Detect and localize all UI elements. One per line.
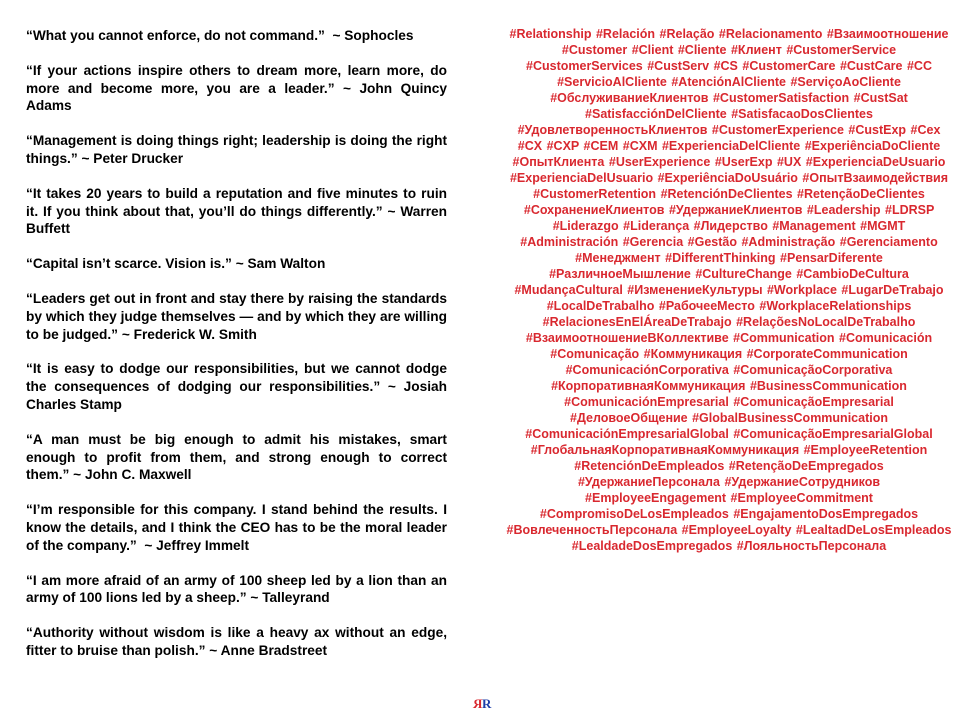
hashtag: #CXM (622, 139, 658, 153)
hashtag: #ComunicaciónEmpresarialGlobal (525, 427, 729, 441)
hashtag: #Management (772, 219, 856, 233)
quote-author: ~ Jeffrey Immelt (144, 537, 249, 553)
quote-text: “Capital isn’t scarce. Vision is.” (26, 256, 232, 272)
hashtag: #ExperienciaDelCliente (661, 139, 801, 153)
quote (26, 572, 447, 608)
hashtag: #CEM (583, 139, 619, 153)
hashtag: #EmployeeRetention (803, 443, 928, 457)
hashtag: #CultureChange (695, 267, 792, 281)
hashtag: #ExperiênciaDoCliente (804, 139, 941, 153)
hashtag: #ExperienciaDelUsuario (509, 171, 654, 185)
hashtag: #CustomerService (786, 43, 897, 57)
quote-author: ~ Sophocles (332, 28, 414, 43)
quote-author: ~ Sam Walton (235, 256, 326, 272)
hashtag: #Comunicación (839, 331, 933, 345)
hashtag: #CustServ (647, 59, 710, 73)
hashtag: #Liderança (623, 219, 690, 233)
hashtag: #Gerenciamento (839, 235, 938, 249)
hashtag: #ExperienciaDeUsuario (805, 155, 946, 169)
hashtag: #ServiçoAoCliente (790, 75, 901, 89)
hashtag: #LealdadeDosEmpregados (571, 539, 733, 553)
hashtag: #КорпоративнаяКоммуникация (551, 379, 746, 393)
quote-text: “If your actions inspire others to dream more, learn more, do more and become more, you are a leader.” (26, 62, 447, 96)
hashtag: #Communication (733, 331, 835, 345)
quote-text: “It is easy to dodge our responsibilities, but we cannot dodge the consequences of dodging our responsibilities.” (26, 361, 447, 395)
hashtag: #ComunicaciónEmpresarial (564, 395, 729, 409)
hashtag: #УдержаниеПерсонала (577, 475, 720, 489)
hashtag: #CustomerCare (742, 59, 836, 73)
hashtag: #ComunicaçãoEmpresarialGlobal (733, 427, 933, 441)
hashtag: #РабочееМесто (658, 299, 755, 313)
hashtag: #ГлобальнаяКорпоративнаяКоммуникация (530, 443, 800, 457)
hashtag: #CustCare (839, 59, 903, 73)
hashtag: #MGMT (860, 219, 906, 233)
quote (26, 132, 447, 168)
quote-text: “Authority without wisdom is like a heavy ax without an edge, fitter to bruise than polish.” (26, 625, 447, 658)
hashtag: #Gestão (687, 235, 737, 249)
hashtag: #CX (517, 139, 543, 153)
hashtag: #CustomerRetention (533, 187, 657, 201)
hashtag: #Лидерство (693, 219, 768, 233)
hashtag: #CustomerServices (526, 59, 643, 73)
quote-text: “A man must be big enough to admit his mistakes, smart enough to profit from them, and strong enough to correct them.” (26, 431, 447, 483)
hashtag: #AtenciónAlCliente (671, 75, 786, 89)
hashtag: #LDRSP (885, 203, 935, 217)
hashtag: #CambioDeCultura (796, 267, 909, 281)
hashtag: #Workplace (766, 283, 837, 297)
hashtag: #Коммуникация (643, 347, 743, 361)
quote-author: ~ John C. Maxwell (73, 467, 192, 483)
hashtag: #Administração (741, 235, 836, 249)
hashtag: #SatisfacaoDosClientes (731, 107, 873, 121)
hashtag: #PensarDiferente (780, 251, 883, 265)
hashtag: #ЛояльностьПерсонала (736, 539, 887, 553)
hashtag: #GlobalBusinessCommunication (692, 411, 888, 425)
hashtag: #Liderazgo (552, 219, 619, 233)
hashtag: #RelacionesEnElÁreaDeTrabajo (542, 315, 732, 329)
hashtag: #ОпытКлиента (512, 155, 605, 169)
hashtag: #ИзменениеКультуры (627, 283, 763, 297)
quote-author: ~ Warren Buffett (26, 203, 447, 237)
hashtag: #UserExp (714, 155, 773, 169)
hashtag: #Client (631, 43, 674, 57)
hashtag: #ОбслуживаниеКлиентов (550, 91, 709, 105)
hashtag: #ВовлеченностьПерсонала (506, 523, 678, 537)
hashtag: #СохранениеКлиентов (523, 203, 665, 217)
hashtag: #LealtadDeLosEmpleados (795, 523, 952, 537)
quote-text: “It takes 20 years to build a reputation and five minutes to ruin it. If you think about that, you’ll do things differently.” (26, 185, 447, 219)
quote-author: ~ Anne Bradstreet (209, 642, 328, 658)
hashtag: #EngajamentoDosEmpregados (733, 507, 919, 521)
hashtag: #CustomerSatisfaction (712, 91, 850, 105)
hashtag: #УдержаниеСотрудников (724, 475, 881, 489)
hashtag: #Relationship (509, 27, 592, 41)
hashtag: #CC (906, 59, 932, 73)
quote-text: “What you cannot enforce, do not command.” (26, 28, 325, 43)
hashtag: #RetenciónDeEmpleados (574, 459, 725, 473)
hashtag: #РазличноеМышление (549, 267, 691, 281)
quote-author: ~ John Quincy Adams (26, 80, 447, 114)
quote (26, 624, 447, 660)
hashtag: #Relação (659, 27, 715, 41)
hashtag: #LocalDeTrabalho (546, 299, 655, 313)
hashtag: #WorkplaceRelationships (759, 299, 912, 313)
hashtag-cloud (506, 26, 952, 554)
hashtag: #ServicioAlCliente (557, 75, 667, 89)
hashtag: #ExperiênciaDoUsuário (657, 171, 798, 185)
hashtag: #Relacionamento (718, 27, 823, 41)
hashtag: #CustSat (853, 91, 908, 105)
hashtag: #BusinessCommunication (749, 379, 907, 393)
quotes-column (26, 27, 447, 677)
hashtag: #DifferentThinking (665, 251, 776, 265)
quote-text: “I’m responsible for this company. I stand behind the results. I know the details, and I think the CEO has to be the moral leader of the company.” (26, 502, 447, 553)
hashtag: #УдержаниеКлиентов (668, 203, 803, 217)
hashtag: #Leadership (806, 203, 881, 217)
hashtag: #EmployeeCommitment (730, 491, 873, 505)
hashtag: #RetenciónDeClientes (660, 187, 793, 201)
quote (26, 501, 447, 554)
hashtag: #RetençãoDeEmpregados (728, 459, 884, 473)
hashtag: #Gerencia (622, 235, 684, 249)
hashtag: #ComunicaçãoCorporativa (733, 363, 893, 377)
hashtag: #УдовлетворенностьКлиентов (517, 123, 708, 137)
hashtag: #CompromisoDeLosEmpleados (539, 507, 729, 521)
quote (26, 360, 447, 413)
hashtag: #Customer (561, 43, 628, 57)
hashtag: #Comunicação (550, 347, 640, 361)
hashtag: #Клиент (730, 43, 782, 57)
hashtag: #UX (776, 155, 802, 169)
hashtag: #LugarDeTrabajo (841, 283, 944, 297)
hashtag: #Relación (595, 27, 656, 41)
quote-text: “I am more afraid of an army of 100 sheep led by a lion than an army of 100 lions led by a sheep.” (26, 572, 447, 606)
logo-left-letter: R (473, 696, 482, 711)
hashtag: #RetençãoDeClientes (797, 187, 925, 201)
quote-text: “Management is doing things right; leadership is doing the right things.” (26, 133, 447, 166)
hashtag: #Взаимоотношение (826, 27, 949, 41)
logo-right-letter: R (482, 696, 491, 711)
hashtag: #SatisfacciónDelCliente (585, 107, 727, 121)
hashtag: #ДеловоеОбщение (570, 411, 688, 425)
hashtag: #Administración (520, 235, 619, 249)
hashtag: #CustExp (848, 123, 907, 137)
quote-text: “Leaders get out in front and stay there by raising the standards by which they judge themselves — and by which they are willing to be judged.” (26, 290, 447, 342)
hashtag: #Менеджмент (575, 251, 661, 265)
hashtag: #ComunicaçãoEmpresarial (733, 395, 894, 409)
quote (26, 62, 447, 115)
quote-author: ~ Talleyrand (250, 590, 330, 606)
quote-author: ~ Frederick W. Smith (121, 326, 257, 342)
hashtag: #RelaçõesNoLocalDeTrabalho (736, 315, 916, 329)
hashtag: #ВзаимоотношениеВКоллективе (525, 331, 729, 345)
hashtag: #Cex (910, 123, 941, 137)
hashtag: #ОпытВзаимодействия (802, 171, 949, 185)
hashtag: #CS (713, 59, 738, 73)
hashtag: #CorporateCommunication (746, 347, 908, 361)
rr-logo (469, 696, 495, 714)
quote (26, 255, 447, 273)
hashtag: #CustomerExperience (711, 123, 844, 137)
quote (26, 431, 447, 484)
quote (26, 290, 447, 343)
hashtag: #EmployeeEngagement (585, 491, 727, 505)
hashtag: #MudançaCultural (514, 283, 623, 297)
quote-author: ~ Josiah Charles Stamp (26, 379, 447, 412)
hashtag: #CXP (546, 139, 580, 153)
hashtag: #ComunicaciónCorporativa (565, 363, 729, 377)
hashtag: #EmployeeLoyalty (681, 523, 792, 537)
hashtag: #UserExperience (608, 155, 711, 169)
quote (26, 27, 447, 45)
quote (26, 185, 447, 238)
quote-author: ~ Peter Drucker (81, 150, 184, 166)
hashtag: #Cliente (677, 43, 727, 57)
